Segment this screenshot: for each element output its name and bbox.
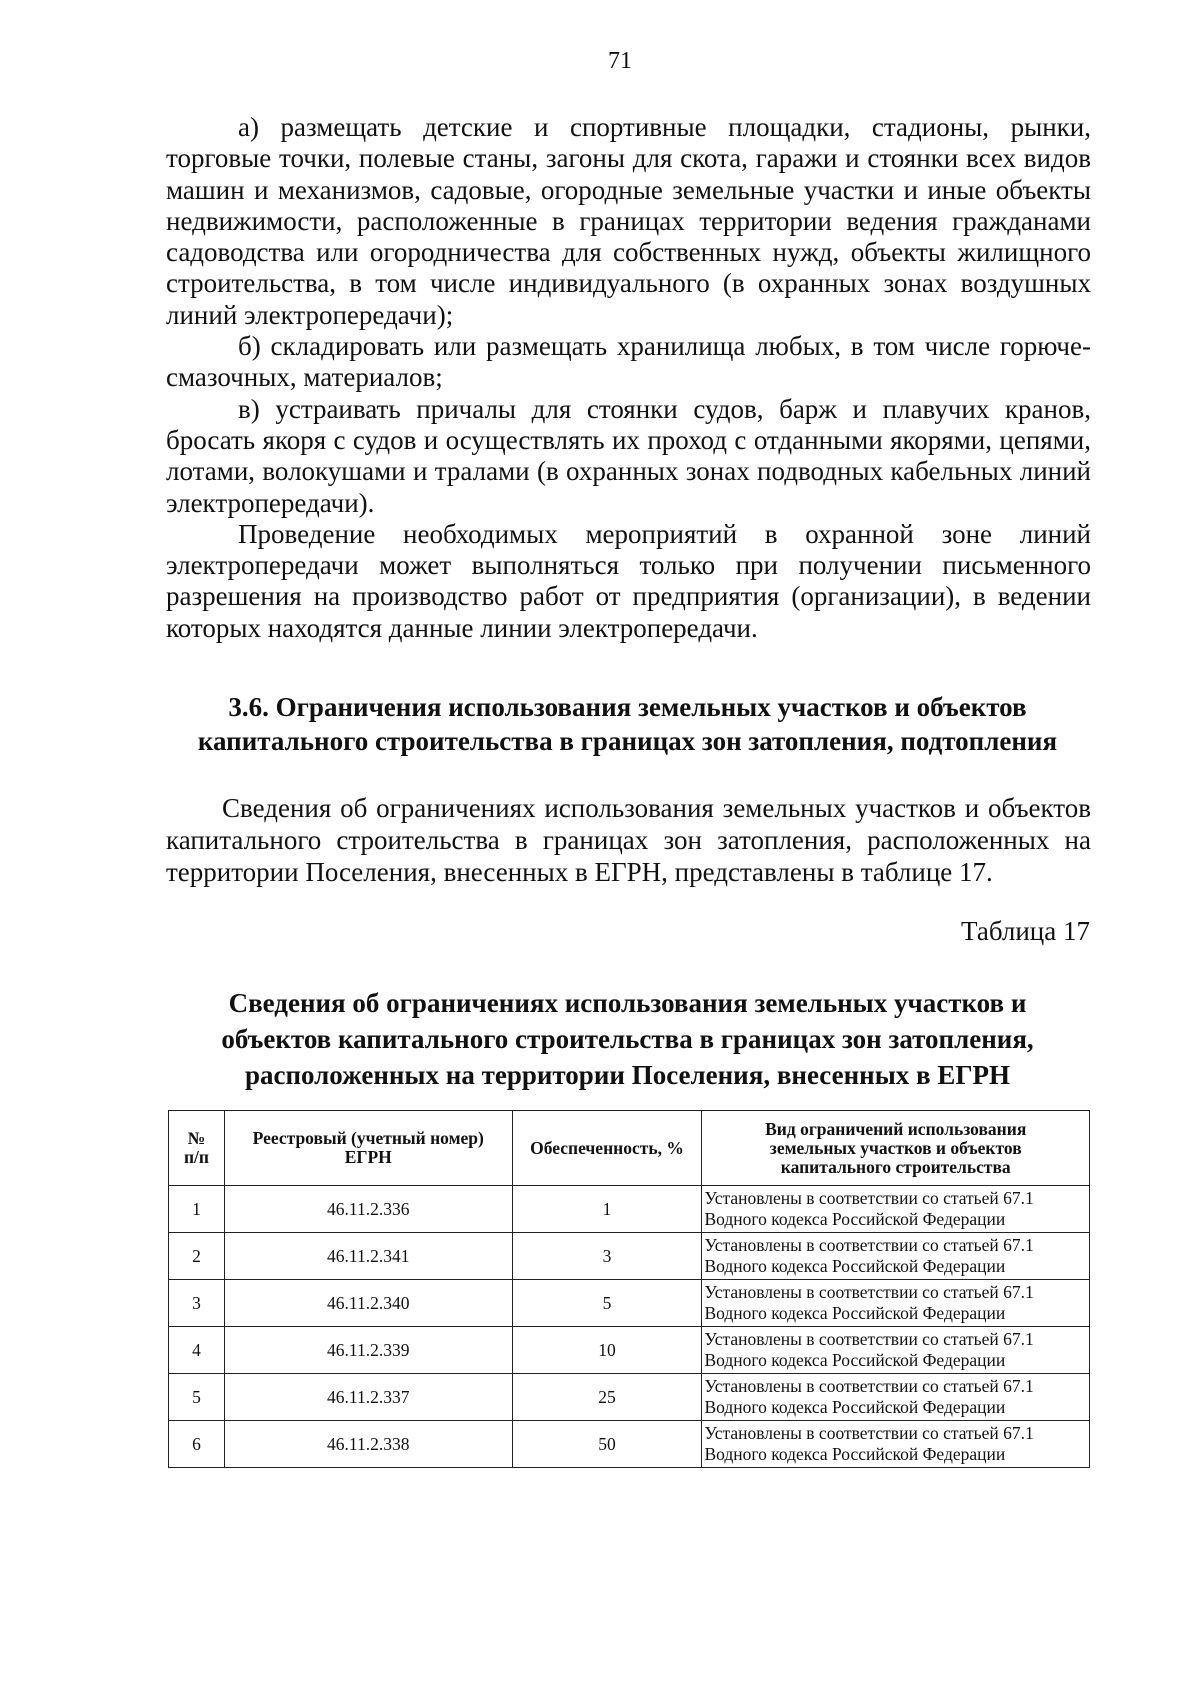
section-heading xyxy=(160,690,1095,758)
table-row xyxy=(169,1186,1090,1233)
paragraph-a: а) размещать детские и спортивные площадки, стадионы, рынки, торговые точки, полевые станы, загоны для скота, гаражи и стоянки всех видов машин и механизмов, садовые, огородные земельные участки и иные объекты недвижимости, расположенные в границах территории ведения гражданами садоводства или огородничества для собственных нужд, объекты жилищного строительства, в том числе индивидуального (в охранных зонах воздушных линий электропередачи); xyxy=(166,112,1091,330)
page-number: 71 xyxy=(608,48,632,74)
cell-number: 3 xyxy=(169,1280,225,1327)
cell-restriction xyxy=(702,1327,1090,1374)
cell-provision: 3 xyxy=(512,1233,702,1280)
header-restriction-kind xyxy=(702,1111,1090,1186)
table-title-line2: объектов капитального строительства в границах зон затопления, xyxy=(221,1024,1034,1054)
cell-restriction-line1: Установлены в соответствии со статьей 67.1 xyxy=(704,1423,1034,1443)
header-registry-line2: ЕГРН xyxy=(344,1147,392,1167)
cell-restriction xyxy=(702,1280,1090,1327)
cell-restriction xyxy=(702,1374,1090,1421)
header-registry-number xyxy=(224,1111,512,1186)
cell-registry: 46.11.2.341 xyxy=(224,1233,512,1280)
paragraph-b: б) складировать или размещать хранилища любых, в том числе горюче-смазочных, материалов; xyxy=(166,331,1091,393)
cell-restriction-line2: Водного кодекса Российской Федерации xyxy=(704,1350,1006,1370)
table-row xyxy=(169,1327,1090,1374)
cell-provision: 5 xyxy=(512,1280,702,1327)
paragraph-c: в) устраивать причалы для стоянки судов, барж и плавучих кранов, бросать якоря с судов и осуществлять их проход с отданными якорями, цепями, лотами, волокушами и тралами (в охранных зонах подводных кабельных линий электропередачи). xyxy=(166,393,1091,518)
cell-restriction xyxy=(702,1186,1090,1233)
table-row xyxy=(169,1280,1090,1327)
cell-registry: 46.11.2.339 xyxy=(224,1327,512,1374)
cell-registry: 46.11.2.337 xyxy=(224,1374,512,1421)
cell-provision: 50 xyxy=(512,1421,702,1468)
section-heading-line2: капитального строительства в границах зон затопления, подтопления xyxy=(197,726,1058,756)
cell-number: 4 xyxy=(169,1327,225,1374)
cell-registry: 46.11.2.340 xyxy=(224,1280,512,1327)
cell-restriction-line1: Установлены в соответствии со статьей 67.1 xyxy=(704,1235,1034,1255)
cell-restriction-line1: Установлены в соответствии со статьей 67.1 xyxy=(704,1376,1034,1396)
section-text-block xyxy=(166,792,1091,888)
cell-restriction xyxy=(702,1421,1090,1468)
cell-restriction-line1: Установлены в соответствии со статьей 67.1 xyxy=(704,1282,1034,1302)
section-paragraph: Сведения об ограничениях использования земельных участков и объектов капитального строительства в границах зон затопления, расположенных на территории Поселения, внесенных в ЕГРН, представлены в таблице 17. xyxy=(166,793,1091,887)
cell-number: 2 xyxy=(169,1233,225,1280)
header-number-line1: № xyxy=(187,1128,206,1148)
table-title xyxy=(160,985,1095,1093)
cell-restriction-line2: Водного кодекса Российской Федерации xyxy=(704,1256,1006,1276)
section-heading-line1: 3.6. Ограничения использования земельных участков и объектов xyxy=(228,692,1027,722)
table-label: Таблица 17 xyxy=(961,916,1090,946)
cell-restriction-line2: Водного кодекса Российской Федерации xyxy=(704,1303,1006,1323)
header-kind-line1: Вид ограничений использования xyxy=(765,1118,1027,1139)
header-registry-line1: Реестровый (учетный номер) xyxy=(252,1128,484,1148)
cell-restriction-line2: Водного кодекса Российской Федерации xyxy=(704,1444,1006,1464)
header-number xyxy=(169,1111,225,1186)
cell-number: 5 xyxy=(169,1374,225,1421)
cell-restriction xyxy=(702,1233,1090,1280)
cell-registry: 46.11.2.336 xyxy=(224,1186,512,1233)
table-title-line1: Сведения об ограничениях использования земельных участков и xyxy=(228,988,1027,1018)
cell-restriction-line1: Установлены в соответствии со статьей 67.1 xyxy=(704,1329,1034,1349)
header-kind-line3: капитального строительства xyxy=(780,1156,1011,1177)
header-number-line2: п/п xyxy=(183,1147,209,1167)
header-provision: Обеспеченность, % xyxy=(512,1111,702,1186)
cell-restriction-line2: Водного кодекса Российской Федерации xyxy=(704,1209,1006,1229)
cell-number: 1 xyxy=(169,1186,225,1233)
cell-restriction-line2: Водного кодекса Российской Федерации xyxy=(704,1397,1006,1417)
cell-number: 6 xyxy=(169,1421,225,1468)
cell-restriction-line1: Установлены в соответствии со статьей 67.1 xyxy=(704,1188,1034,1208)
paragraph-works: Проведение необходимых мероприятий в охранной зоне линий электропередачи может выполняться только при получении письменного разрешения на производство работ от предприятия (организации), в ведении которых находятся данные линии электропередачи. xyxy=(166,518,1091,643)
cell-provision: 10 xyxy=(512,1327,702,1374)
table-row xyxy=(169,1374,1090,1421)
cell-provision: 25 xyxy=(512,1374,702,1421)
table-row xyxy=(169,1421,1090,1468)
header-kind-line2: земельных участков и объектов xyxy=(769,1137,1022,1158)
table-title-line3: расположенных на территории Поселения, внесенных в ЕГРН xyxy=(244,1060,1011,1090)
intro-text-block xyxy=(166,112,1091,644)
restrictions-table xyxy=(168,1110,1090,1468)
cell-registry: 46.11.2.338 xyxy=(224,1421,512,1468)
table-row xyxy=(169,1233,1090,1280)
table-header-row xyxy=(169,1111,1090,1186)
cell-provision: 1 xyxy=(512,1186,702,1233)
